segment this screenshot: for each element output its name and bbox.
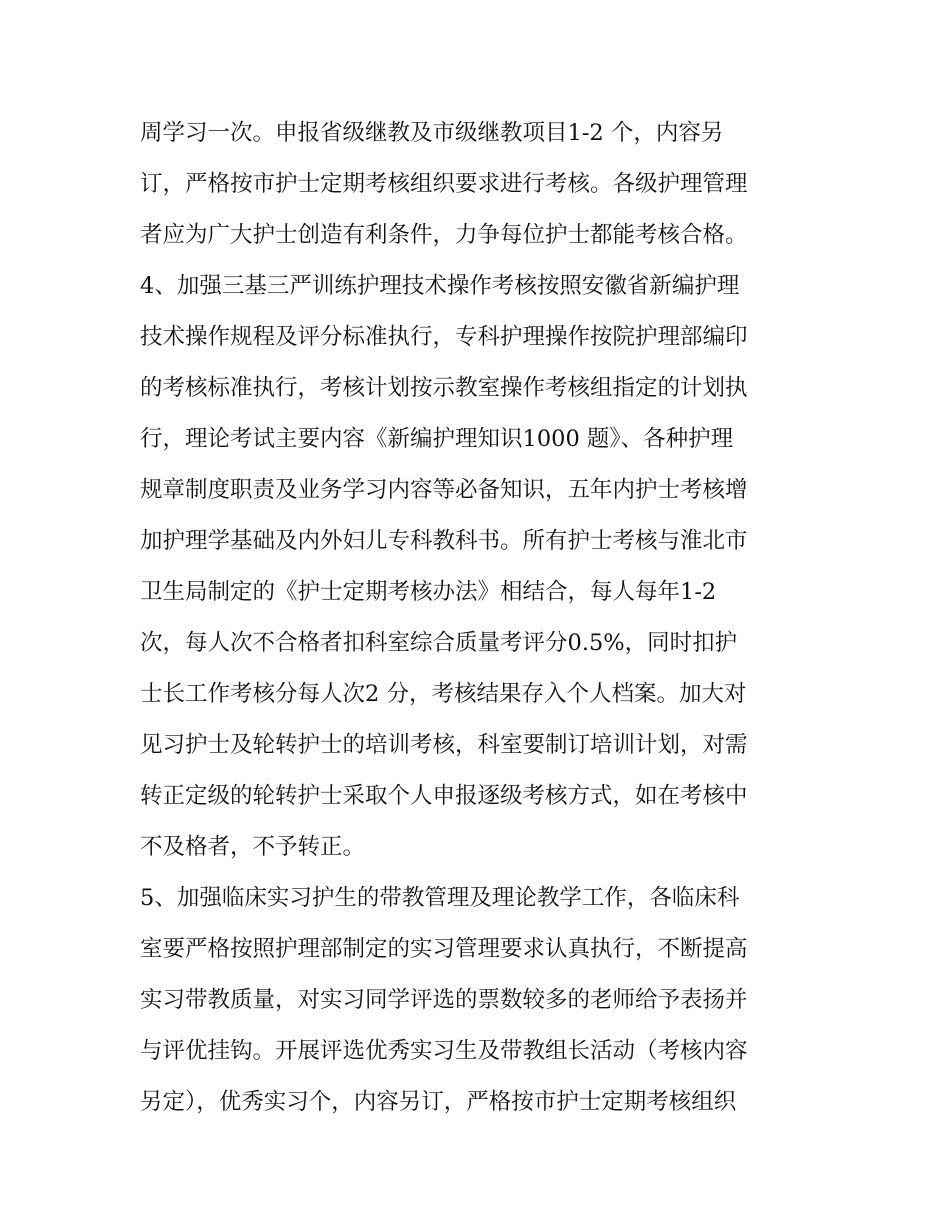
text-line-8: 规章制度职责及业务学习内容等必备知识，五年内护士考核增 [140,477,748,503]
text-line-12: 士长工作考核分每人次2 分，考核结果存入个人档案。加大对 [140,681,747,707]
text-line-16: 5、加强临床实习护生的带教管理及理论教学工作，各临床科 [140,885,740,911]
text-line-4: 4、加强三基三严训练护理技术操作考核按照安徽省新编护理 [140,273,740,299]
text-line-14: 转正定级的轮转护士采取个人申报逐级考核方式，如在考核中 [140,783,748,809]
text-line-9: 加护理学基础及内外妇儿专科教科书。所有护士考核与淮北市 [140,528,748,554]
text-line-7: 行，理论考试主要内容《新编护理知识1000 题》、各种护理 [140,426,734,452]
text-line-13: 见习护士及轮转护士的培训考核，科室要制订培训计划，对需 [140,732,748,758]
text-line-1: 周学习一次。申报省级继教及市级继教项目1-2 个，内容另 [140,120,724,146]
text-line-3: 者应为广大护士创造有利条件，力争每位护士都能考核合格。 [140,222,748,248]
text-line-15: 不及格者，不予转正。 [140,834,366,860]
text-line-2: 订，严格按市护士定期考核组织要求进行考核。各级护理管理 [140,171,748,197]
text-line-6: 的考核标准执行，考核计划按示教室操作考核组指定的计划执 [140,375,748,401]
text-line-10: 卫生局制定的《护士定期考核办法》相结合，每人每年1-2 [140,579,717,605]
text-line-11: 次，每人次不合格者扣科室综合质量考评分0.5%，同时扣护 [140,630,738,656]
body-text [140,108,830,1128]
text-line-18: 实习带教质量，对实习同学评选的票数较多的老师给予表扬并 [140,987,748,1013]
text-line-19: 与评优挂钩。开展评选优秀实习生及带教组长活动（考核内容 [140,1038,748,1064]
text-line-20: 另定），优秀实习个，内容另订，严格按市护士定期考核组织 [140,1089,737,1115]
text-line-5: 技术操作规程及评分标准执行，专科护理操作按院护理部编印 [140,324,748,350]
text-line-17: 室要严格按照护理部制定的实习管理要求认真执行，不断提高 [140,936,748,962]
